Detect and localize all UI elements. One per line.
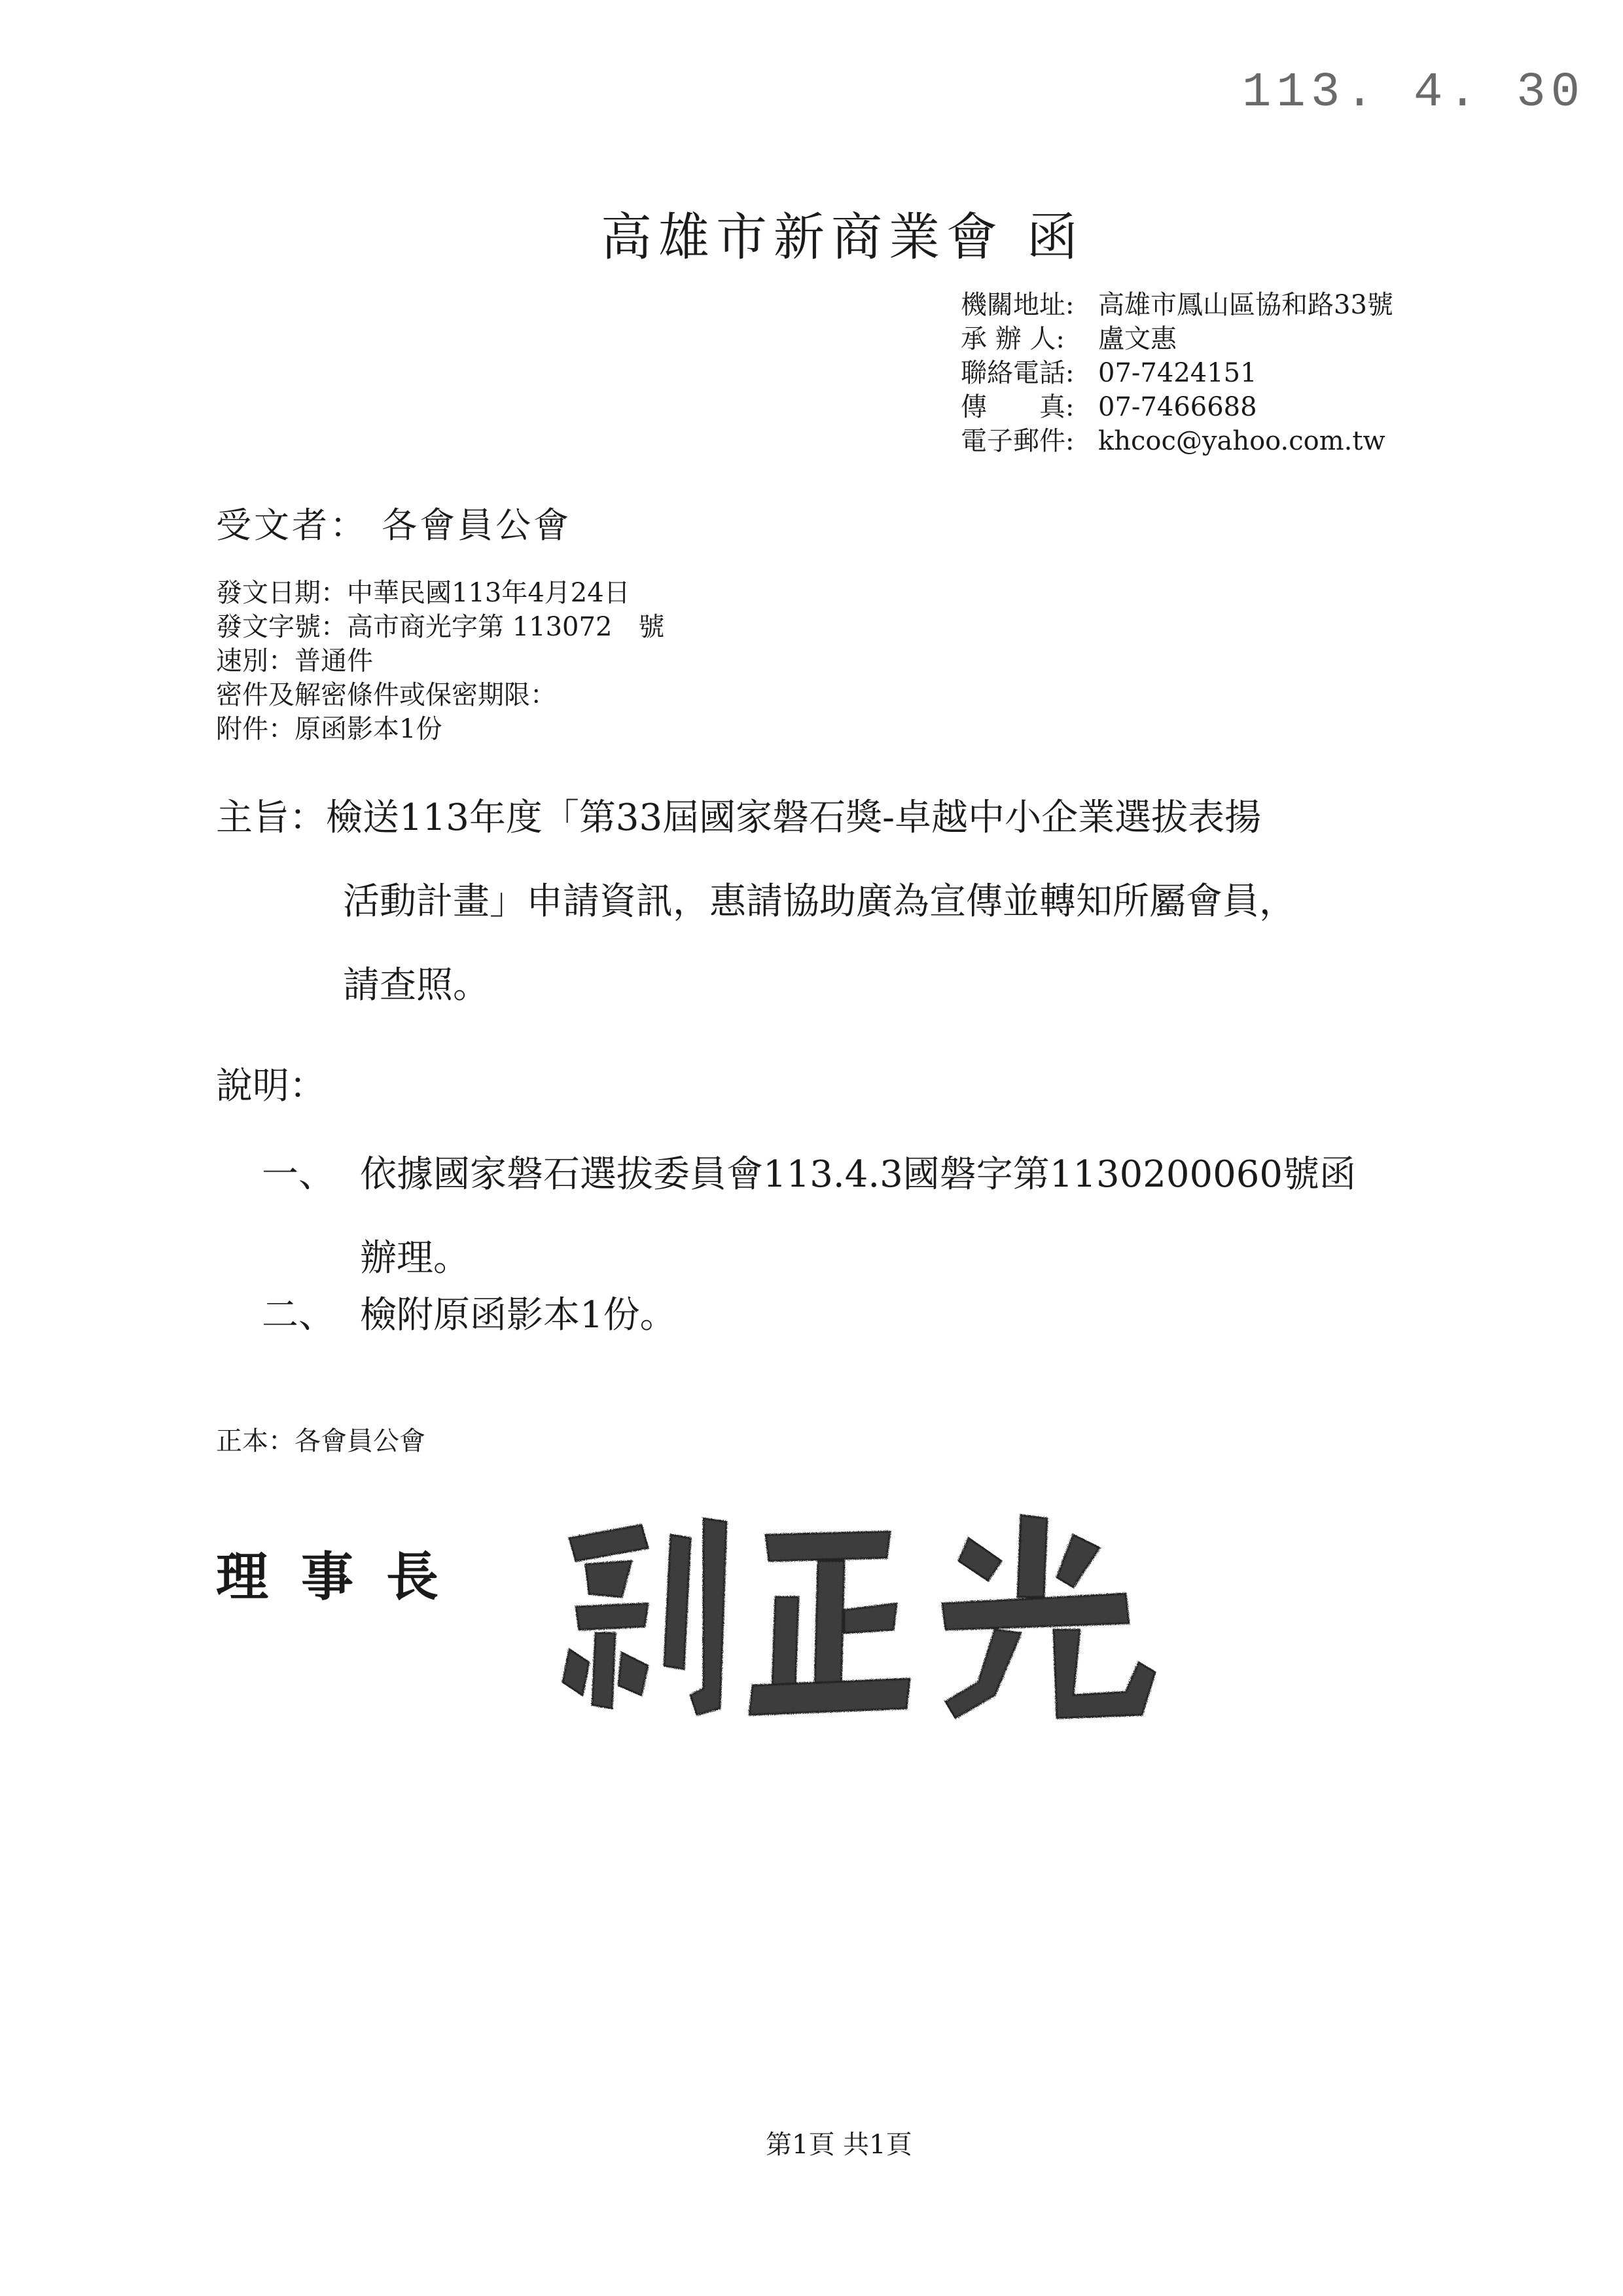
item-text: 依據國家磐石選拔委員會113.4.3國磐字第1130200060號函	[360, 1153, 1357, 1196]
contact-phone-row	[961, 356, 1393, 390]
contact-address-row	[961, 288, 1393, 322]
chairman-title: 理事長	[216, 1546, 471, 1607]
subject-line: 請查照。	[343, 964, 490, 1007]
seal-character-2	[749, 1532, 910, 1715]
contact-value: 高雄市鳳山區協和路33號	[1098, 290, 1393, 320]
contact-label: 傳 真:	[961, 392, 1075, 422]
item-number: 二、	[262, 1294, 335, 1336]
subject-line: 主旨：檢送113年度「第33屆國家磐石獎-卓越中小企業選拔表揚	[216, 797, 1262, 839]
contact-label: 承 辦 人:	[961, 324, 1065, 354]
page-number: 第1頁 共1頁	[766, 2130, 912, 2160]
contact-value: 07-7424151	[1098, 358, 1257, 388]
issue-date: 發文日期：中華民國113年4月24日	[216, 578, 630, 608]
secrecy-level: 密件及解密條件或保密期限：	[216, 680, 556, 710]
contact-value: 盧文惠	[1098, 324, 1177, 354]
contact-fax-row	[961, 390, 1393, 424]
contact-label: 聯絡電話:	[961, 358, 1075, 388]
issue-number: 發文字號：高市商光字第 113072 號	[216, 612, 665, 642]
contact-handler-row	[961, 322, 1393, 356]
contact-email-row	[961, 424, 1393, 458]
explanation-item	[262, 1283, 677, 1348]
signature-seal-image	[550, 1499, 1178, 1734]
subject-section	[216, 785, 1296, 1037]
contact-value: 07-7466688	[1098, 392, 1257, 422]
explanation-item	[262, 1142, 1356, 1291]
document-meta	[216, 576, 664, 746]
item-text: 辦理。	[360, 1237, 470, 1280]
contact-label: 電子郵件:	[961, 426, 1075, 456]
signature-seal	[550, 1499, 1178, 1734]
item-text: 檢附原函影本1份。	[360, 1294, 677, 1336]
explanation-heading: 說明：	[216, 1065, 326, 1107]
attachment-note: 附件：原函影本1份	[216, 714, 442, 744]
recipient-line: 受文者： 各會員公會	[216, 505, 572, 546]
item-number: 一、	[262, 1153, 335, 1196]
seal-character-3	[942, 1515, 1155, 1718]
seal-character-1	[563, 1518, 726, 1715]
contact-block	[961, 288, 1393, 458]
contact-label: 機關地址:	[961, 290, 1075, 320]
subject-line: 活動計畫」申請資訊，惠請協助廣為宣傳並轉知所屬會員，	[343, 880, 1296, 923]
document-title: 高雄市新商業會 函	[601, 208, 1084, 267]
contact-email-link[interactable]: khcoc@yahoo.com.tw	[1098, 426, 1385, 456]
carbon-copy-line: 正本：各會員公會	[216, 1426, 425, 1456]
delivery-speed: 速別：普通件	[216, 646, 373, 676]
received-date-stamp: 113. 4. 30	[1242, 65, 1586, 120]
